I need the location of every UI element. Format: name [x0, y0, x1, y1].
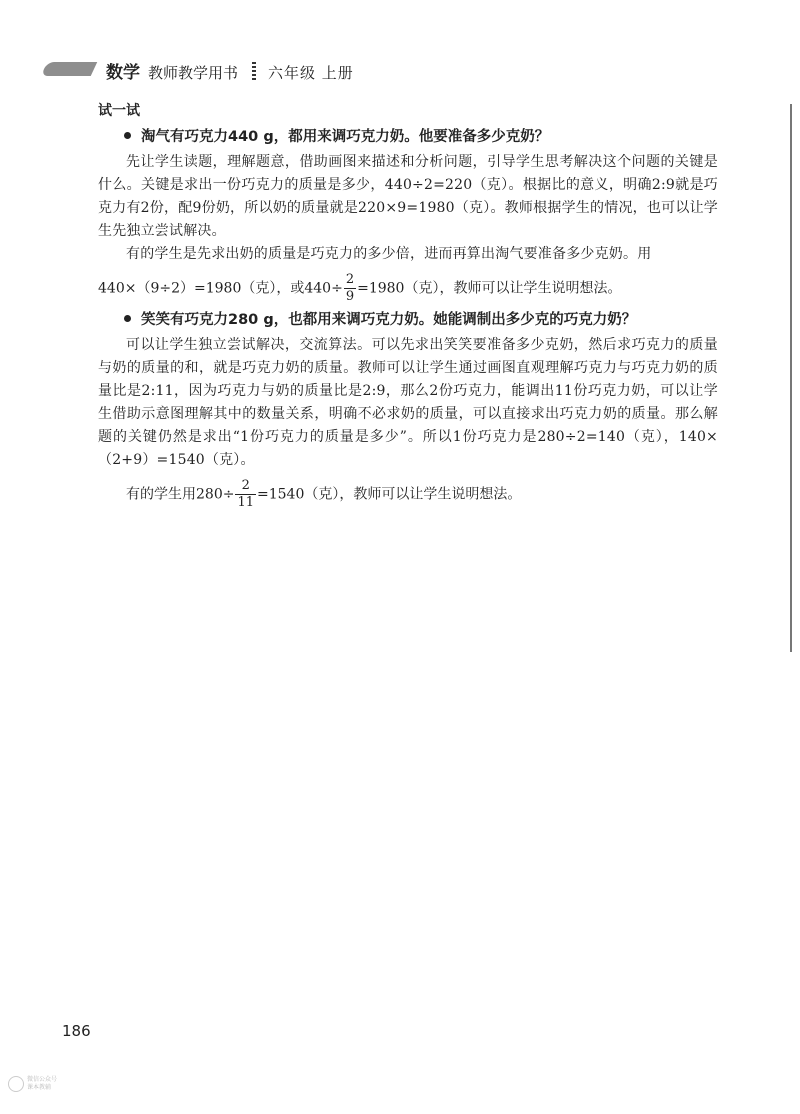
problem2-formula-before: 有的学生用280÷: [126, 486, 235, 503]
running-head: [106, 58, 354, 83]
problem2-question-text: 笑笑有巧克力280 g，也都用来调巧克力奶。她能调制出多少克的巧克力奶？: [141, 312, 637, 328]
problem1-paragraph-1: 先让学生读题，理解题意，借助画图来描述和分析问题，引导学生思考解决这个问题的关键是什么。关键是求出一份巧克力的质量是多少，440÷2=220（克）。根据比的意义，明确2:9就是巧克力有2份，配9份奶，所以奶的质量就是220×9=1980（克）。教师根据学生的情况，也可以让学生先独立尝试解决。: [98, 154, 718, 239]
watermark-logo-icon: [8, 1076, 24, 1092]
watermark-line-2: 课本教辅: [27, 1084, 52, 1091]
problem1-question: [124, 126, 718, 149]
header-subject: 数学: [106, 63, 140, 83]
problem1-formula: [98, 272, 718, 305]
problem2-formula-after: =1540（克），教师可以让学生说明想法。: [257, 486, 522, 503]
fraction-numerator: 2: [235, 478, 256, 495]
fraction-denominator: 11: [237, 495, 254, 510]
problem1-paragraph-2: 有的学生是先求出奶的质量是巧克力的多少倍，进而再算出淘气要准备多少克奶。用: [126, 246, 652, 262]
bullet-icon: [124, 132, 131, 139]
fraction-2-11: [235, 478, 256, 511]
bullet-icon: [124, 315, 131, 322]
problem2-formula: [98, 478, 718, 511]
page-content: [98, 100, 718, 515]
header-separator: [252, 62, 256, 82]
problem1-question-text: 淘气有巧克力440 g，都用来调巧克力奶。他要准备多少克奶？: [141, 129, 550, 145]
header-book: 教师教学用书: [148, 64, 239, 82]
header-tab-decoration: [41, 62, 98, 76]
problem1-formula-before: 440×（9÷2）=1980（克），或440÷: [98, 280, 343, 297]
problem2-paragraph-1: 可以让学生独立尝试解决，交流算法。可以先求出笑笑要准备多少克奶，然后求巧克力的质量与奶的质量的和，就是巧克力奶的质量。教师可以让学生通过画图直观理解巧克力与巧克力奶的质量比是2:11，因为巧克力与奶的质量比是2:9，那么2份巧克力，能调出11份巧克力奶，可以让学生借助示意图理解其中的数量关系，明确不必求奶的质量，可以直接求出巧克力奶的质量。那么解题的关键仍然是求出“1份巧克力的质量是多少”。所以1份巧克力是280÷2=140（克），140×（2+9）=1540（克）。: [98, 337, 718, 468]
page-header: [0, 52, 800, 92]
page-number: 186: [62, 1022, 91, 1040]
fraction-2-9: [344, 272, 356, 305]
problem1-formula-after: =1980（克），教师可以让学生说明想法。: [357, 280, 622, 297]
header-grade: 六年级 上册: [268, 64, 354, 82]
fraction-denominator: 9: [345, 289, 355, 304]
problem2-question: [124, 309, 718, 332]
fraction-numerator: 2: [345, 272, 355, 287]
watermark-line-1: 微信公众号: [27, 1076, 58, 1083]
page-edge-bar: [790, 104, 800, 652]
watermark: [8, 1076, 57, 1092]
section-title: 试一试: [98, 103, 140, 119]
